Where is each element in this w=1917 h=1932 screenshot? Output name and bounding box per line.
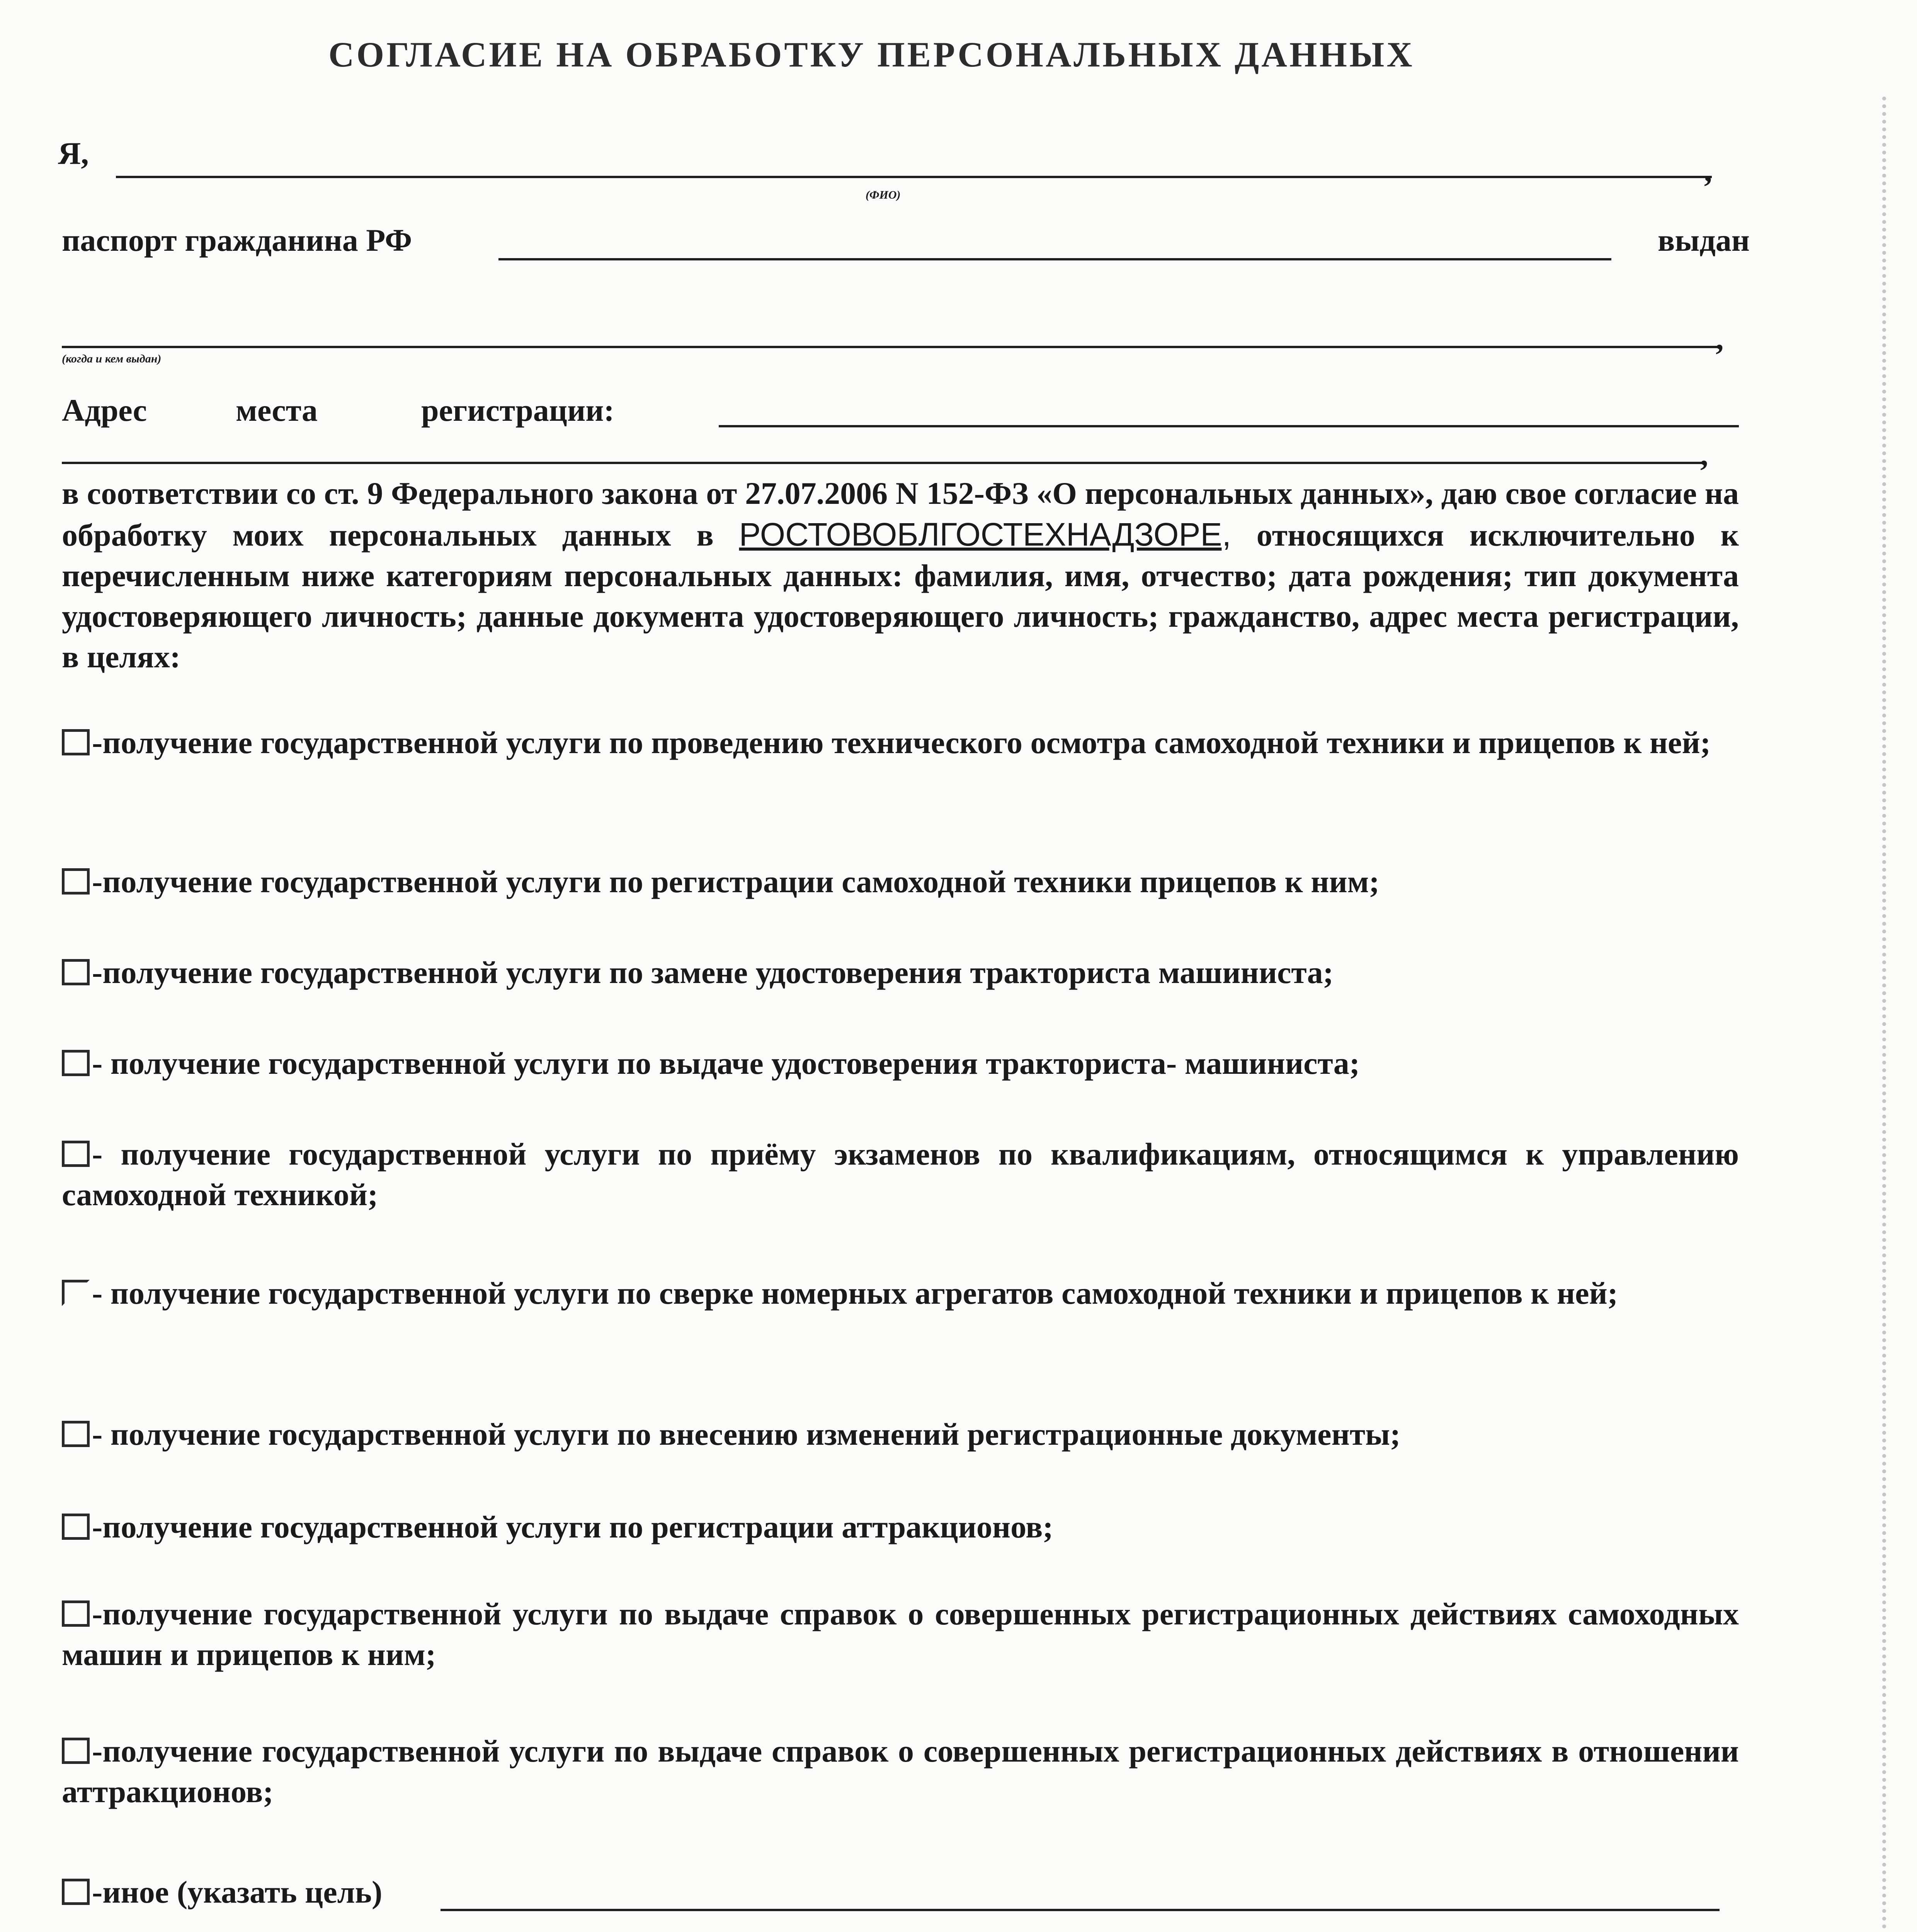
issued-field[interactable] <box>62 346 1720 348</box>
purpose-label: -получение государственной услуги по проведению технического осмотра самоходной техники и прицепов к ней; <box>92 725 1711 760</box>
purpose-item <box>62 1043 1739 1084</box>
purpose-label: -получение государственной услуги по регистрации аттракционов; <box>92 1509 1053 1544</box>
purpose-item <box>62 862 1739 902</box>
passport-field[interactable] <box>498 258 1611 260</box>
other-purpose-label: -иное (указать цель) <box>92 1874 383 1910</box>
other-purpose-field-1[interactable] <box>441 1909 1720 1911</box>
name-comma: , <box>1704 153 1712 188</box>
purpose-label: - получение государственной услуги по сверке номерных агрегатов самоходной техники и прицепов к ней; <box>92 1276 1618 1311</box>
purpose-item <box>62 1273 1739 1314</box>
purpose-checkbox-other[interactable] <box>62 1879 90 1905</box>
purpose-label: -получение государственной услуги по выдаче справок о совершенных регистрационных действиях в отношении аттракционов; <box>62 1733 1739 1809</box>
purpose-checkbox[interactable] <box>62 1514 90 1540</box>
purpose-checkbox[interactable] <box>62 959 90 985</box>
purpose-label: - получение государственной услуги по приёму экзаменов по квалификациям, относящимся к управлению самоходной техникой; <box>62 1136 1739 1212</box>
scan-edge-noise <box>1882 97 1902 1932</box>
purpose-item <box>62 1507 1739 1548</box>
passport-label: паспорт гражданина РФ <box>62 223 412 258</box>
purpose-item <box>62 952 1739 993</box>
purpose-item <box>62 1414 1739 1455</box>
purpose-label: - получение государственной услуги по выдаче удостоверения тракториста- машиниста; <box>92 1046 1360 1081</box>
address-comma: , <box>1700 437 1708 472</box>
address-word-2: места <box>236 393 318 428</box>
name-field[interactable] <box>116 176 1712 178</box>
purpose-checkbox[interactable] <box>62 868 90 895</box>
purpose-item <box>62 1594 1739 1675</box>
issued-comma: , <box>1716 321 1724 356</box>
address-word-1: Адрес <box>62 393 147 428</box>
purpose-checkbox[interactable] <box>62 1280 90 1306</box>
purpose-item <box>62 1134 1739 1215</box>
purpose-checkbox[interactable] <box>62 1421 90 1447</box>
intro-text: в соответствии со ст. 9 Федерального закона от 27.07.2006 N 152-ФЗ «О персональных данных», даю свое согласие на обработку моих персональных данных в <box>62 476 1739 553</box>
purpose-checkbox[interactable] <box>62 1050 90 1076</box>
purpose-checkbox[interactable] <box>62 1141 90 1167</box>
purpose-checkbox[interactable] <box>62 1600 90 1627</box>
address-word-3: регистрации: <box>421 393 614 428</box>
purpose-checkbox[interactable] <box>62 729 90 755</box>
intro-paragraph <box>62 473 1739 677</box>
purpose-label: -получение государственной услуги по выдаче справок о совершенных регистрационных действиях самоходных машин и прицепов к ним; <box>62 1596 1739 1672</box>
purpose-item <box>62 1731 1739 1812</box>
purpose-checkbox[interactable] <box>62 1738 90 1764</box>
intro-text-2: относящихся исключительно к перечисленным ниже категориям персональных данных: фамилия, имя, отчество; дата рождения; тип документа удостоверяющего личность; данные документа удостоверяющего личность; гражданство, адрес места регистрации, в целях: <box>62 517 1739 674</box>
organization-name: РОСТОВОБЛГОСТЕХНАДЗОРЕ, <box>739 516 1231 553</box>
name-prefix: Я, <box>58 136 89 171</box>
purpose-label: - получение государственной услуги по внесению изменений регистрационные документы; <box>92 1417 1401 1452</box>
purpose-item-other <box>62 1872 382 1913</box>
document-heading: СОГЛАСИЕ НА ОБРАБОТКУ ПЕРСОНАЛЬНЫХ ДАННЫХ <box>328 35 1415 74</box>
purpose-item <box>62 723 1739 763</box>
address-field-2[interactable] <box>62 462 1704 464</box>
issued-label: выдан <box>1658 223 1750 258</box>
purpose-label: -получение государственной услуги по регистрации самоходной техники прицепов к ним; <box>92 864 1379 899</box>
purpose-label: -получение государственной услуги по замене удостоверения тракториста машиниста; <box>92 955 1334 990</box>
issued-hint: (когда и кем выдан) <box>62 352 162 365</box>
name-hint: (ФИО) <box>866 189 901 201</box>
address-field-1[interactable] <box>719 425 1739 427</box>
